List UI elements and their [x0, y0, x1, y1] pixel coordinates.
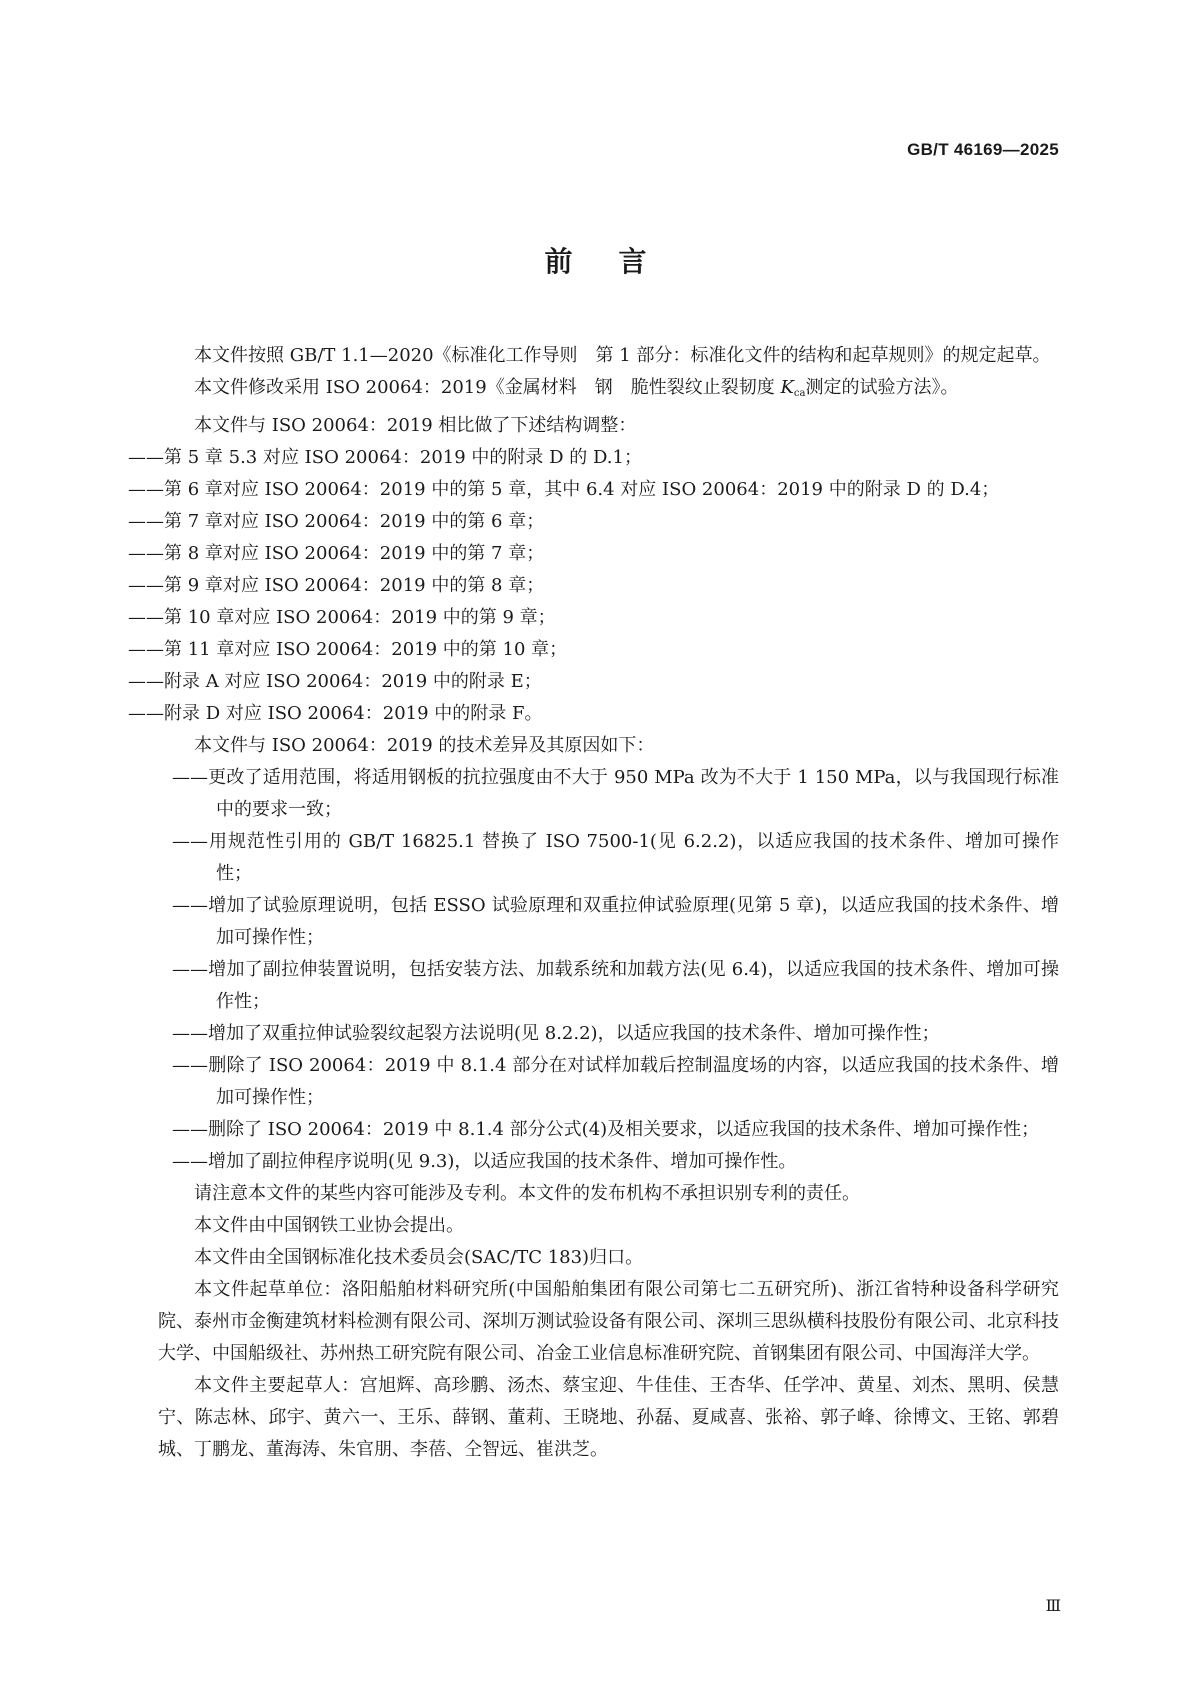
paragraph-patent-notice: 请注意本文件的某些内容可能涉及专利。本文件的发布机构不承担识别专利的责任。 — [194, 1183, 860, 1204]
adoption-text-pre: 本文件修改采用 ISO 20064：2019《金属材料 钢 脆性裂纹止裂韧度 — [194, 377, 781, 398]
paragraph-adoption — [158, 372, 1059, 410]
structure-item: ——第 7 章对应 ISO 20064：2019 中的第 6 章； — [128, 511, 545, 532]
structure-item: ——第 8 章对应 ISO 20064：2019 中的第 7 章； — [128, 543, 545, 564]
structure-item: ——附录 A 对应 ISO 20064：2019 中的附录 E； — [128, 671, 542, 692]
technical-item: ——更改了适用范围，将适用钢板的抗拉强度由不大于 950 MPa 改为不大于 1 150 MPa，以与我国现行标准中的要求一致； — [172, 767, 1059, 820]
paragraph-proposed-by: 本文件由中国钢铁工业协会提出。 — [194, 1215, 464, 1236]
document-body — [128, 340, 1059, 1466]
technical-item: ——增加了副拉伸装置说明，包括安装方法、加载系统和加载方法(见 6.4)，以适应我国的技术条件、增加可操作性； — [172, 959, 1059, 1012]
structure-item: ——第 9 章对应 ISO 20064：2019 中的第 8 章； — [128, 575, 545, 596]
standard-code: GB/T 46169—2025 — [907, 140, 1059, 159]
technical-item: ——删除了 ISO 20064：2019 中 8.1.4 部分公式(4)及相关要求，以适应我国的技术条件、增加可操作性； — [172, 1119, 1040, 1140]
k-subscript: ca — [793, 388, 806, 399]
k-symbol: K — [780, 377, 794, 398]
structure-item: ——附录 D 对应 ISO 20064：2019 中的附录 F。 — [128, 703, 543, 724]
paragraph-structure-intro: 本文件与 ISO 20064：2019 相比做了下述结构调整： — [194, 415, 637, 436]
paragraph-drafters: 本文件主要起草人：宫旭辉、高珍鹏、汤杰、蔡宝迎、牛佳佳、王杏华、任学冲、黄星、刘杰、黑明、侯慧宁、陈志林、邱宇、黄六一、王乐、薛钢、董莉、王晓地、孙磊、夏咸喜、张裕、郭子峰、徐博文、王铭、郭碧城、丁鹏龙、董海涛、朱官朋、李蓓、仝智远、崔洪芝。 — [158, 1375, 1059, 1460]
technical-item: ——增加了双重拉伸试验裂纹起裂方法说明(见 8.2.2)，以适应我国的技术条件、增加可操作性； — [172, 1023, 940, 1044]
technical-item: ——增加了试验原理说明，包括 ESSO 试验原理和双重拉伸试验原理(见第 5 章)，以适应我国的技术条件、增加可操作性； — [172, 895, 1059, 948]
structure-item: ——第 10 章对应 ISO 20064：2019 中的第 9 章； — [128, 607, 556, 628]
page-title: 前言 — [544, 245, 693, 278]
structure-item: ——第 11 章对应 ISO 20064：2019 中的第 10 章； — [128, 639, 568, 660]
paragraph-drafting-rules: 本文件按照 GB/T 1.1—2020《标准化工作导则 第 1 部分：标准化文件的结构和起草规则》的规定起草。 — [194, 345, 1051, 366]
paragraph-drafting-units: 本文件起草单位：洛阳船舶材料研究所(中国船舶集团有限公司第七二五研究所)、浙江省特种设备科学研究院、泰州市金衡建筑材料检测有限公司、深圳万测试验设备有限公司、深圳三思纵横科技股份有限公司、北京科技大学、中国船级社、苏州热工研究院有限公司、冶金工业信息标准研究院、首钢集团有限公司、中国海洋大学。 — [158, 1279, 1059, 1364]
technical-item: ——增加了副拉伸程序说明(见 9.3)，以适应我国的技术条件、增加可操作性。 — [172, 1151, 797, 1172]
paragraph-administered-by: 本文件由全国钢标准化技术委员会(SAC/TC 183)归口。 — [194, 1247, 644, 1268]
adoption-text-post: 测定的试验方法》。 — [805, 377, 959, 398]
technical-item: ——删除了 ISO 20064：2019 中 8.1.4 部分在对试样加载后控制温度场的内容，以适应我国的技术条件、增加可操作性； — [172, 1055, 1059, 1108]
page-number: Ⅲ — [1045, 1596, 1061, 1615]
structure-item: ——第 5 章 5.3 对应 ISO 20064：2019 中的附录 D 的 D.1； — [128, 447, 642, 468]
structure-item: ——第 6 章对应 ISO 20064：2019 中的第 5 章，其中 6.4 对应 ISO 20064：2019 中的附录 D 的 D.4； — [128, 479, 1000, 500]
paragraph-technical-intro: 本文件与 ISO 20064：2019 的技术差异及其原因如下： — [194, 735, 655, 756]
technical-item: ——用规范性引用的 GB/T 16825.1 替换了 ISO 7500-1(见 6.2.2)，以适应我国的技术条件、增加可操作性； — [172, 831, 1059, 884]
